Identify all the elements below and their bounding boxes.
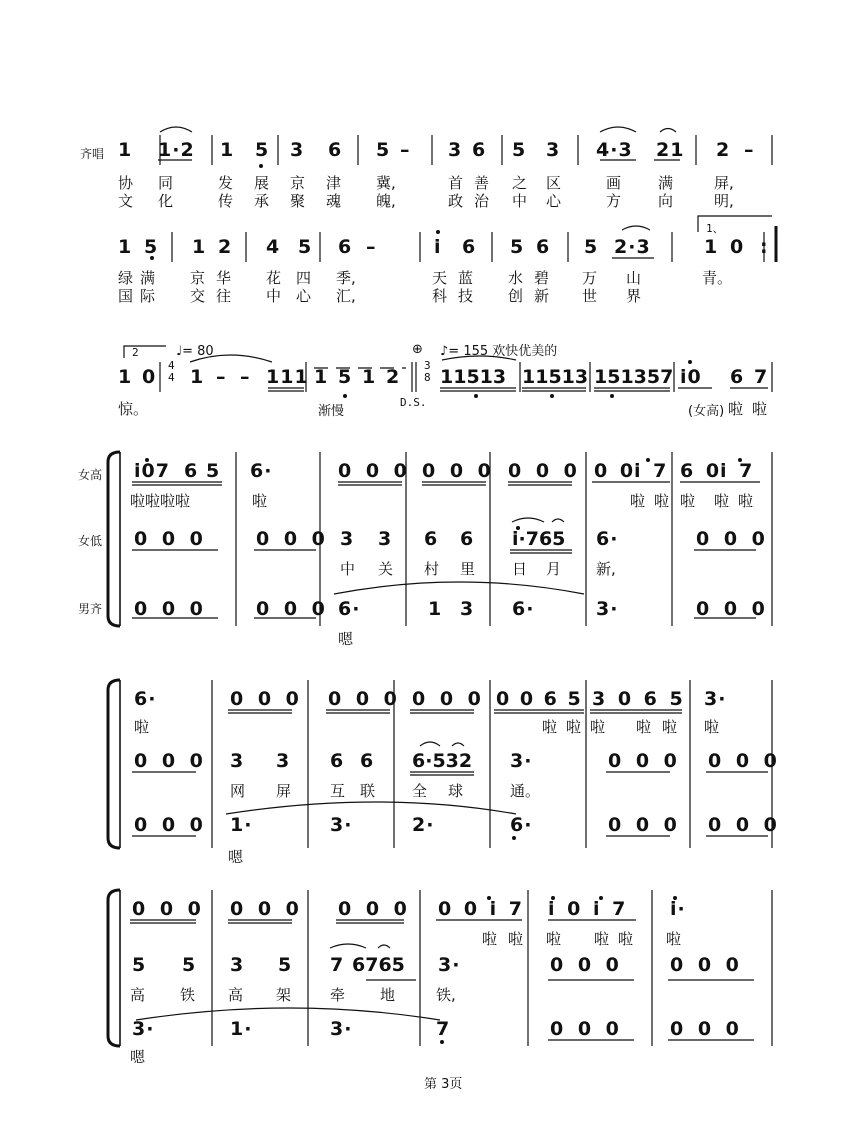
lyric: 高: [130, 986, 146, 1004]
note: 4·3: [596, 139, 633, 161]
note: –: [216, 366, 227, 388]
note-group: 6 0i 7: [680, 460, 754, 482]
lyric: 新,: [596, 560, 616, 578]
lyric: 啦: [738, 492, 754, 510]
note: 6·: [512, 598, 535, 620]
note: 3: [460, 598, 475, 620]
note-group: 11513: [440, 366, 507, 388]
note: 1·: [230, 814, 253, 836]
lyric: 架: [276, 986, 292, 1004]
lyric: 村: [424, 560, 440, 578]
note: 6: [536, 236, 551, 258]
lyric: 啦: [666, 930, 682, 948]
note-group: 6765: [352, 954, 405, 976]
note-rest: 0 0 0: [134, 814, 204, 836]
note: 4: [266, 236, 281, 258]
part-label-alto: 女低: [78, 534, 103, 548]
note-rest: 0 0 0: [134, 528, 204, 550]
note: 6: [460, 528, 475, 550]
lyric: 啦: [252, 492, 268, 510]
lyric: 全: [412, 782, 428, 800]
note-rest: 0 0 0: [132, 898, 202, 920]
lyric: 啦: [714, 492, 730, 510]
note: 3: [546, 139, 561, 161]
note-rest: 0 0 0: [134, 598, 204, 620]
lyric: 屏: [276, 782, 292, 800]
note: 5: [182, 954, 197, 976]
lyric: 互: [330, 782, 346, 800]
note: 2: [218, 236, 233, 258]
part-label-men: 男齐: [78, 602, 103, 616]
time-signature-4-4: 4 4: [168, 359, 175, 384]
lyric: 网: [230, 782, 246, 800]
lyric: 啦: [482, 930, 498, 948]
note: 3·: [330, 814, 353, 836]
note: 6: [360, 750, 375, 772]
note: 6·: [338, 598, 361, 620]
note-group: 0 0 i 7: [438, 898, 524, 920]
lyric: 啦: [566, 718, 582, 736]
note: 5: [510, 236, 525, 258]
lyric: 嗯: [228, 848, 244, 866]
lyric: 嗯: [338, 630, 354, 648]
note: 6: [730, 366, 745, 388]
note-group: 3 0 6 5: [592, 688, 684, 710]
lyric: 啦: [752, 400, 768, 418]
lyric: 啦: [662, 718, 678, 736]
note: 1: [704, 236, 719, 258]
note: 1·: [230, 1018, 253, 1040]
note-rest: 0 0 0: [608, 814, 678, 836]
note-rest: 0 0 0: [670, 954, 740, 976]
note: 1: [192, 236, 207, 258]
lyric: 啦: [654, 492, 670, 510]
note: 5: [144, 236, 159, 258]
lyric: 啦: [134, 718, 150, 736]
note-group: i 0 i 7: [548, 898, 627, 920]
note-rest: 0 0 0: [338, 898, 408, 920]
note: 5: [298, 236, 313, 258]
lyric: 月: [546, 560, 562, 578]
note: 1: [220, 139, 235, 161]
note: 3: [378, 528, 393, 550]
note: 6: [462, 236, 477, 258]
note: i: [434, 236, 442, 258]
note-rest: 0 0 0: [230, 688, 300, 710]
note-rest: 0 0 0: [608, 750, 678, 772]
note-rest: 0 0 0: [708, 750, 778, 772]
note: 7: [330, 954, 345, 976]
note-rest: 0 0 0: [708, 814, 778, 836]
note: 1: [118, 139, 133, 161]
note: i0: [680, 366, 702, 388]
note-rest: 0 0 0: [412, 688, 482, 710]
ds-marking: D.S.: [400, 396, 427, 409]
note: i·: [670, 898, 686, 920]
note: 1: [314, 366, 329, 388]
note: 2: [716, 139, 731, 161]
note: 1: [190, 366, 205, 388]
lyric: 嗯: [130, 1048, 146, 1066]
note: 5: [278, 954, 293, 976]
note-group: 0 0 6 5: [496, 688, 582, 710]
note: 3·: [704, 688, 727, 710]
volta-2-label: 2: [132, 346, 139, 359]
note-rest: 0 0 0: [256, 598, 326, 620]
lyric: 啦: [590, 718, 606, 736]
lyric: 啦: [546, 930, 562, 948]
note: 6·: [596, 528, 619, 550]
note-rest: 0 0 0: [134, 750, 204, 772]
note-group: 151357: [594, 366, 674, 388]
note: 1: [118, 236, 133, 258]
note-rest: 0 0 0: [670, 1018, 740, 1040]
note: –: [744, 139, 755, 161]
lyric: 啦: [594, 930, 610, 948]
note: 5: [206, 460, 221, 482]
note-rest: 0 0 0: [338, 460, 408, 482]
lyric: 铁,: [436, 986, 456, 1004]
lyric: 中: [340, 560, 356, 578]
note: 3: [340, 528, 355, 550]
lyric: 里: [460, 560, 476, 578]
lyric: 啦: [636, 718, 652, 736]
note: 2·3: [614, 236, 651, 258]
note: 5: [584, 236, 599, 258]
lyric: 啦: [704, 718, 720, 736]
note-group: 6·532: [412, 750, 473, 772]
note: 5: [376, 139, 391, 161]
note: 2: [386, 366, 401, 388]
note: 0: [142, 366, 157, 388]
note: i07: [134, 460, 170, 482]
note: 0: [730, 236, 745, 258]
note: 6: [184, 460, 199, 482]
lyric: 啦: [618, 930, 634, 948]
note: 2·: [412, 814, 435, 836]
page-number: 第 3页: [424, 1077, 463, 1092]
volta-1-label: 1、: [706, 222, 724, 235]
note: 111: [266, 366, 309, 388]
note: 3: [290, 139, 305, 161]
lyric-end: 惊。: [118, 400, 149, 418]
note: 6·: [510, 814, 533, 836]
lyric: 日: [512, 560, 528, 578]
note: 6: [330, 750, 345, 772]
lyric: 牵: [330, 986, 346, 1004]
lyric: 啦: [508, 930, 524, 948]
lyric: 铁: [180, 986, 196, 1004]
part-cue-soprano: (女高): [688, 404, 725, 419]
tempo-marking-80: ♩= 80: [176, 344, 214, 359]
note: 1: [428, 598, 443, 620]
note: 1: [362, 366, 377, 388]
note: 5: [338, 366, 353, 388]
lyric: 啦: [680, 492, 696, 510]
note-rest: 0 0 0: [696, 528, 766, 550]
note: –: [366, 236, 377, 258]
note: 7: [436, 1018, 451, 1040]
note: 6·: [250, 460, 273, 482]
note: 3·: [132, 1018, 155, 1040]
lyric: 高: [228, 986, 244, 1004]
part-label-soprano: 女高: [78, 468, 103, 482]
time-signature-3-8: 3 8: [424, 359, 431, 384]
lyric: 啦: [728, 400, 744, 418]
note: 3: [230, 750, 245, 772]
tempo-marking-155: ♪= 155 欢快优美的: [440, 344, 558, 359]
note-rest: 0 0 0: [696, 598, 766, 620]
lyric-line: 啦啦啦啦: [130, 492, 191, 510]
note: 21: [656, 139, 685, 161]
note: 1: [118, 366, 133, 388]
note: 3: [230, 954, 245, 976]
lyric: 啦: [542, 718, 558, 736]
note-rest: 0 0 0: [328, 688, 398, 710]
note-rest: 0 0 0: [550, 954, 620, 976]
note: 7: [754, 366, 769, 388]
note: –: [400, 139, 411, 161]
note: –: [240, 366, 251, 388]
note: 5: [132, 954, 147, 976]
lyric: 关: [378, 560, 394, 578]
note: 6: [424, 528, 439, 550]
note-group: 11513: [522, 366, 589, 388]
lyric: 啦: [630, 492, 646, 510]
note: 1·2: [158, 139, 195, 161]
lyric: 球: [448, 782, 464, 800]
note-group: 0 0i 7: [594, 460, 668, 482]
repeat-colon: :: [760, 236, 769, 258]
part-label-unison: 齐唱: [80, 147, 105, 161]
lyric: 地: [380, 986, 396, 1004]
note: 5: [255, 139, 270, 161]
note: 3: [448, 139, 463, 161]
note-group: i·765: [512, 528, 566, 550]
note-rest: 0 0 0: [508, 460, 578, 482]
note: 5: [512, 139, 527, 161]
lyric: 联: [360, 782, 376, 800]
note: 3·: [330, 1018, 353, 1040]
lyric: 通。: [510, 782, 541, 800]
note-rest: 0 0 0: [256, 528, 326, 550]
note: 3·: [596, 598, 619, 620]
note: 6: [338, 236, 353, 258]
note-rest: 0 0 0: [230, 898, 300, 920]
note: 6: [328, 139, 343, 161]
coda-icon: ⊕: [412, 342, 423, 357]
note-rest: 0 0 0: [422, 460, 492, 482]
note: 3·: [510, 750, 533, 772]
note: 3·: [438, 954, 461, 976]
note-rest: 0 0 0: [550, 1018, 620, 1040]
ritardando-marking: 渐慢: [318, 404, 345, 419]
note: 6·: [134, 688, 157, 710]
note: 6: [472, 139, 487, 161]
note: 3: [276, 750, 291, 772]
